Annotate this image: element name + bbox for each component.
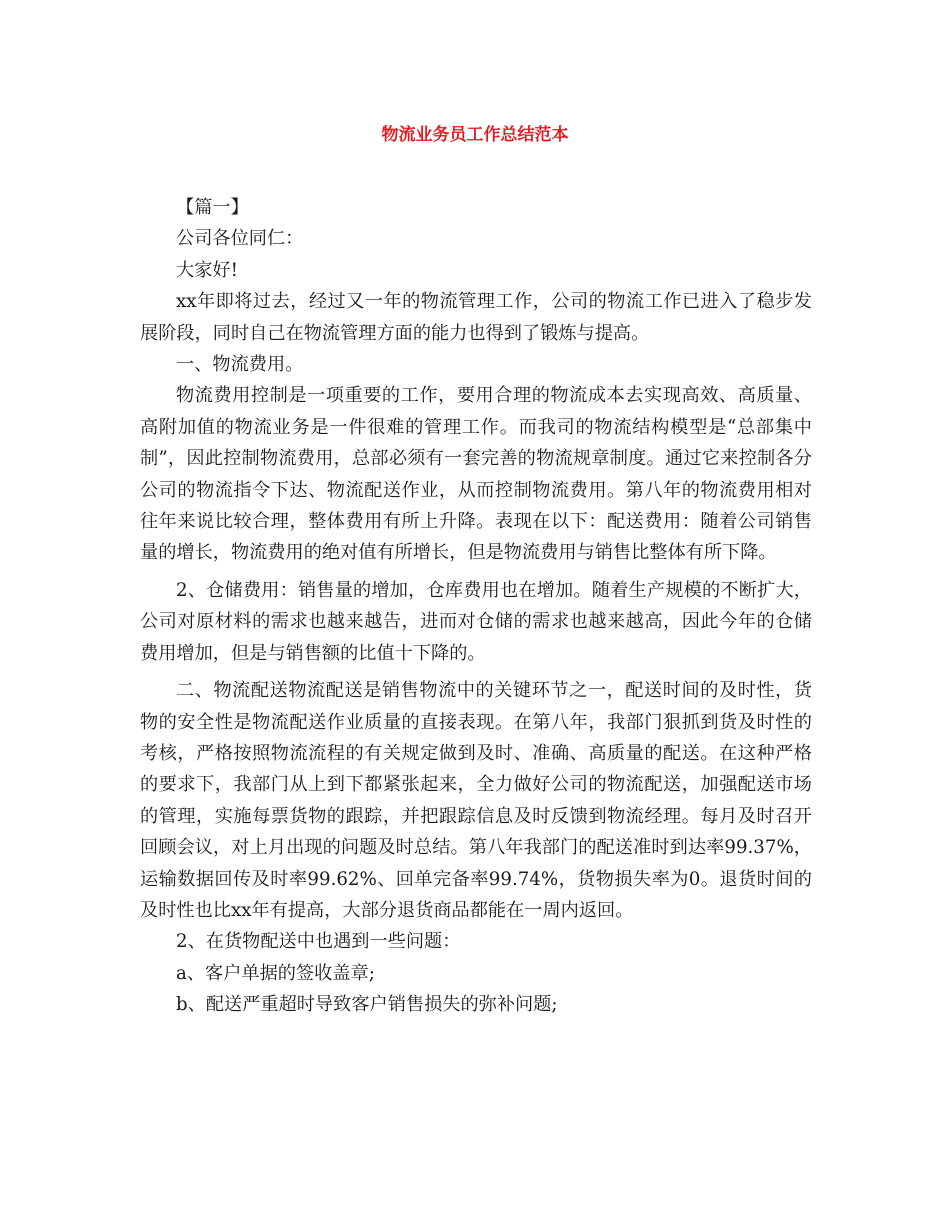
- paragraph-heading: 一、物流费用。: [176, 354, 304, 376]
- paragraph: 2、仓储费用：销售量的增加，仓库费用也在增加。随着生产规模的不断扩大，公司对原材料的需求也越来越告，进而对仓储的需求也越来越高，因此今年的仓储费用增加，但是与销售额的比值十下降的。: [140, 579, 812, 664]
- paragraph: 2、在货物配送中也遇到一些问题：: [176, 931, 461, 953]
- list-item: b、配送严重超时导致客户销售损失的弥补问题;: [176, 994, 558, 1016]
- section-heading: 【篇一】: [176, 197, 249, 218]
- paragraph: xx年即将过去，经过又一年的物流管理工作，公司的物流工作已进入了稳步发展阶段，同时自己在物流管理方面的能力也得到了锻炼与提高。: [140, 291, 812, 344]
- list-item: a、客户单据的签收盖章;: [176, 962, 375, 984]
- document-body: [140, 192, 812, 1021]
- greeting-line: 公司各位同仁：: [176, 228, 304, 250]
- paragraph: 物流费用控制是一项重要的工作，要用合理的物流成本去实现高效、高质量、高附加值的物流业务是一件很难的管理工作。而我司的物流结构模型是“总部集中制”，因此控制物流费用，总部必须有一套完善的物流规章制度。通过它来控制各分公司的物流指令下达、物流配送作业，从而控制物流费用。第八年的物流费用相对往年来说比较合理，整体费用有所上升降。表现在以下：配送费用：随着公司销售量的增长，物流费用的绝对值有所增长，但是物流费用与销售比整体有所下降。: [140, 385, 812, 564]
- greeting-line: 大家好!: [176, 259, 238, 281]
- document-title: 物流业务员工作总结范本: [381, 125, 569, 145]
- paragraph: 二、物流配送物流配送是销售物流中的关键环节之一，配送时间的及时性，货物的安全性是物流配送作业质量的直接表现。在第八年，我部门狠抓到货及时性的考核，严格按照物流流程的有关规定做到及时、准确、高质量的配送。在这种严格的要求下，我部门从上到下都紧张起来，全力做好公司的物流配送，加强配送市场的管理，实施每票货物的跟踪，并把跟踪信息及时反馈到物流经理。每月及时召开回顾会议，对上月出现的问题及时总结。第八年我部门的配送准时到达率99.37%，运输数据回传及时率99.62%、回单完备率99.74%，货物损失率为0。退货时间的及时性也比xx年有提高，大部分退货商品都能在一周内返回。: [140, 680, 812, 921]
